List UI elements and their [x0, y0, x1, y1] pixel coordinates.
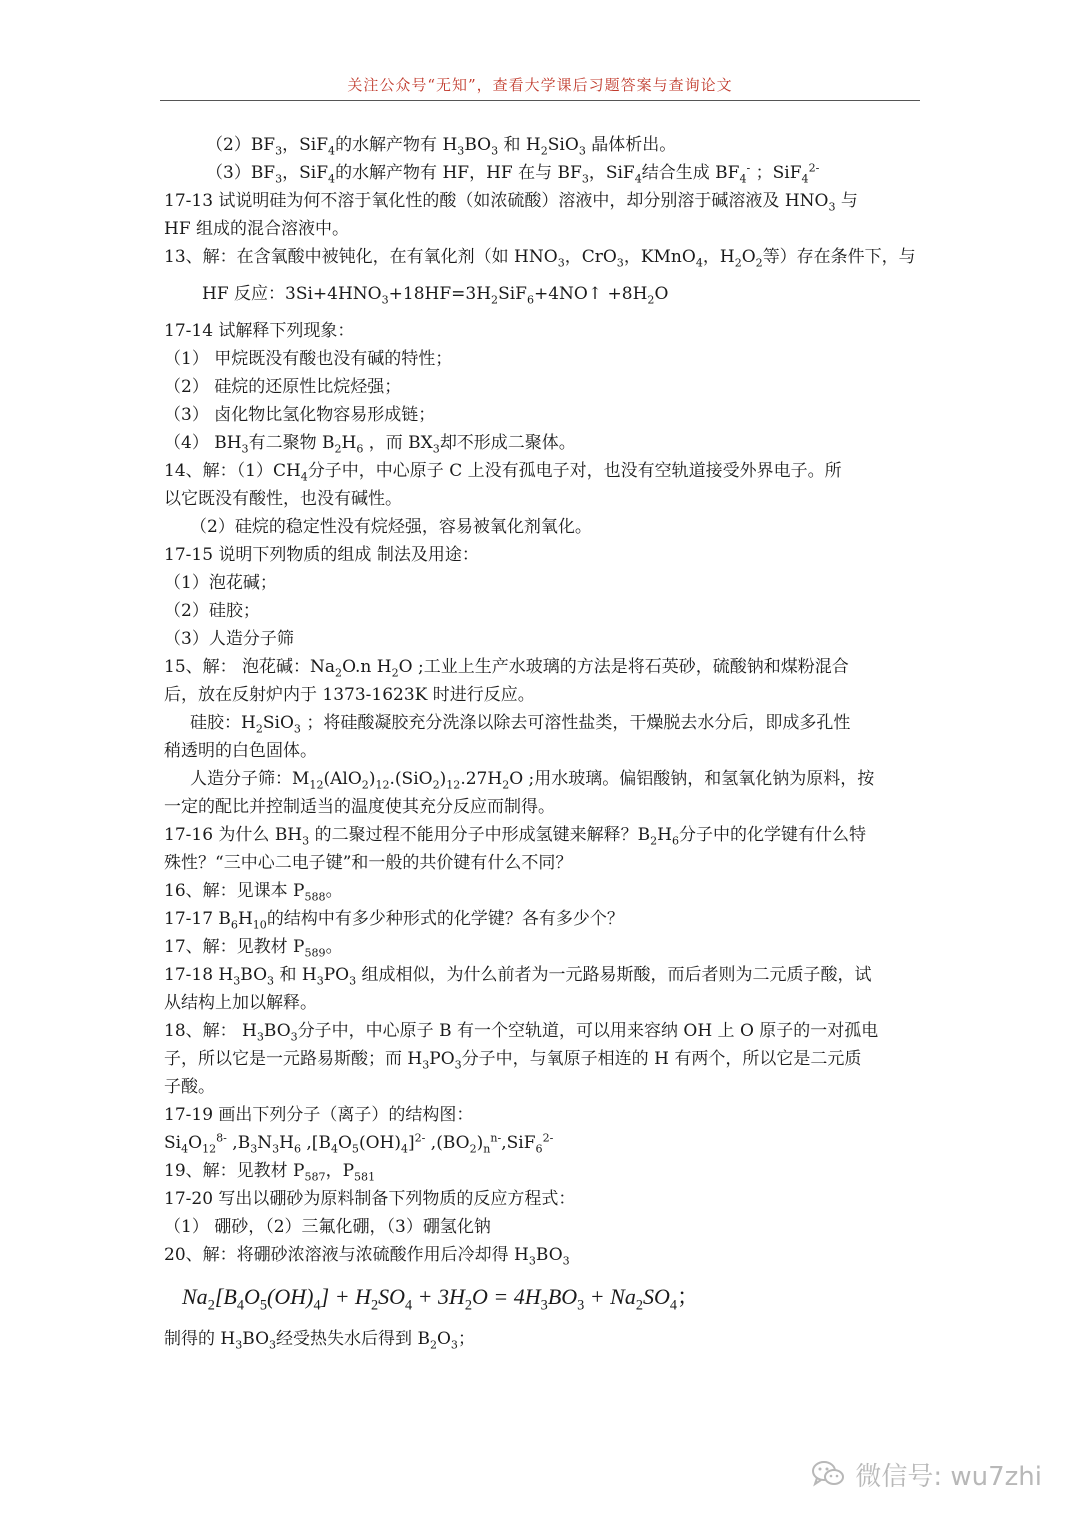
- list-item: （4） $BH_3$有二聚物 $B_2H_6$ ，而 $BX_3$却不形成二聚体。: [164, 433, 576, 456]
- answer-13: 13、解：在含氧酸中被钝化，在有氧化剂（如 $HNO_3$，CrO$_3$，KMnO$_4$，$H_2O_2$等）存在条件下，与: [164, 247, 916, 270]
- list-item: （2）硅胶；: [164, 601, 260, 621]
- question-17-16: 17-16 为什么 $BH_3$ 的二聚过程不能用分子中形成氢键来解释？$B_2H_6$分子中的化学键有什么特: [164, 825, 866, 848]
- text-line: 制得的 $H_3BO_3$经受热失水后得到 $B_2O_3$；: [164, 1329, 475, 1352]
- list-item: （1） 甲烷既没有酸也没有碱的特性；: [164, 349, 453, 369]
- question-17-14: 17-14 试解释下列现象：: [164, 321, 355, 341]
- answer-18: 18、解： $H_3BO_3$分子中，中心原子 B 有一个空轨道，可以用来容纳 OH 上 O 原子的一对孤电: [164, 1021, 879, 1044]
- text-line: 硅胶：$H_2SiO_3$ ；将硅酸凝胶充分洗涤以除去可溶性盐类，干燥脱去水分后，即成多孔性: [190, 713, 851, 736]
- text-line: 稍透明的白色固体。: [164, 741, 317, 761]
- wechat-icon: [811, 1459, 845, 1489]
- answer-20: 20、解：将硼砂浓溶液与浓硫酸作用后冷却得 $H_3BO_3$: [164, 1245, 570, 1268]
- text-line: （2）硅烷的稳定性没有烷烃强，容易被氧化剂氧化。: [190, 517, 592, 537]
- question-17-18: 17-18 $H_3BO_3$ 和 $H_3PO_3$ 组成相似，为什么前者为一元路易斯酸，而后者则为二元质子酸，试: [164, 965, 872, 988]
- answer-19: 19、解：见教材 $P_{587}$，$P_{581}$: [164, 1161, 376, 1184]
- question-17-20: 17-20 写出以硼砂为原料制备下列物质的反应方程式：: [164, 1189, 576, 1209]
- text-line: 从结构上加以解释。: [164, 993, 317, 1013]
- text-line: 后，放在反射炉内于 1373-1623K 时进行反应。: [164, 685, 535, 705]
- text-line: 以它既没有酸性，也没有碱性。: [164, 489, 402, 509]
- watermark-label: 微信号: wu7zhi: [855, 1461, 1042, 1492]
- question-17-15: 17-15 说明下列物质的组成 制法及用途：: [164, 545, 479, 565]
- text-line: 殊性？“三中心二电子键”和一般的共价键有什么不同？: [164, 853, 573, 873]
- reaction-equation: HF 反应：$3Si+4HNO_3+18HF=3H_2SiF_6+4NO↑ +8H_2O$: [202, 284, 669, 307]
- list-item: （3） 卤化物比氢化物容易形成链；: [164, 405, 436, 425]
- text-line: 人造分子筛：$M_{12}(AlO_2)_{12}.(SiO_2)_{12}.27H_2O$ ;用水玻璃。偏铝酸钠，和氢氧化钠为原料，按: [190, 769, 875, 792]
- answer-17: 17、解：见教材 $P_{589}$。: [164, 937, 343, 960]
- text-line: 子酸。: [164, 1077, 215, 1097]
- text-line: HF 组成的混合溶液中。: [164, 219, 350, 239]
- question-17-19: 17-19 画出下列分子（离子）的结构图：: [164, 1105, 474, 1125]
- borax-reaction-formula: $Na_2[B_4O_5(OH)_4] + H_2SO_4 + 3H_2O = 4H_3BO_3 + Na_2SO_4$；: [182, 1284, 700, 1314]
- question-17-13: 17-13 试说明硅为何不溶于氧化性的酸（如浓硫酸）溶液中，却分别溶于碱溶液及 $HNO_3$ 与: [164, 191, 858, 214]
- document-body: [164, 131, 924, 1353]
- list-item: （1） 硼砂，（2）三氟化硼，（3）硼氢化钠: [164, 1217, 491, 1237]
- text-line: $(3)BF_3$，SiF$_4$的水解产物有 HF，HF 在与 $BF_3$，SiF$_4$结合生成 $BF_4^-$ ；SiF$_4^{2-}$: [206, 161, 820, 186]
- question-17-17: 17-17 $B_6H_{10}$的结构中有多少种形式的化学键？各有多少个？: [164, 909, 624, 932]
- wechat-watermark: [811, 1454, 1042, 1494]
- text-line: 一定的配比并控制适当的温度使其充分反应而制得。: [164, 797, 555, 817]
- answer-14: 14、解：$(1)CH_4$分子中，中心原子 C 上没有孤电子对，也没有空轨道接受外界电子。所: [164, 461, 842, 484]
- list-item: （2） 硅烷的还原性比烷烃强；: [164, 377, 402, 397]
- answer-16: 16、解：见课本 $P_{588}$。: [164, 881, 343, 904]
- list-item: （1）泡花碱；: [164, 573, 277, 593]
- formula-list: $Si_4O_{12}^{8-}$ $,B_3N_3H_6$ $,[B_4O_5(OH)_4]^{2-}$ $,(BO_2)_n^{n-},SiF_6^{2-}$: [164, 1131, 554, 1156]
- text-line: $(2)BF_3$，SiF$_4$的水解产物有 $H_3BO_3$ 和 $H_2SiO_3$ 晶体析出。: [206, 135, 677, 158]
- page-header: 关注公众号“无知”，查看大学课后习题答案与查询论文: [347, 76, 733, 94]
- text-line: 子，所以它是一元路易斯酸；而 $H_3PO_3$分子中，与氧原子相连的 H 有两个，所以它是二元质: [164, 1049, 862, 1072]
- answer-15: 15、解： 泡花碱：$Na_2O.n$ $H_2O$ ;工业上生产水玻璃的方法是将石英砂，硫酸钠和煤粉混合: [164, 657, 849, 680]
- header-divider: [160, 100, 920, 101]
- list-item: （3）人造分子筛: [164, 629, 294, 649]
